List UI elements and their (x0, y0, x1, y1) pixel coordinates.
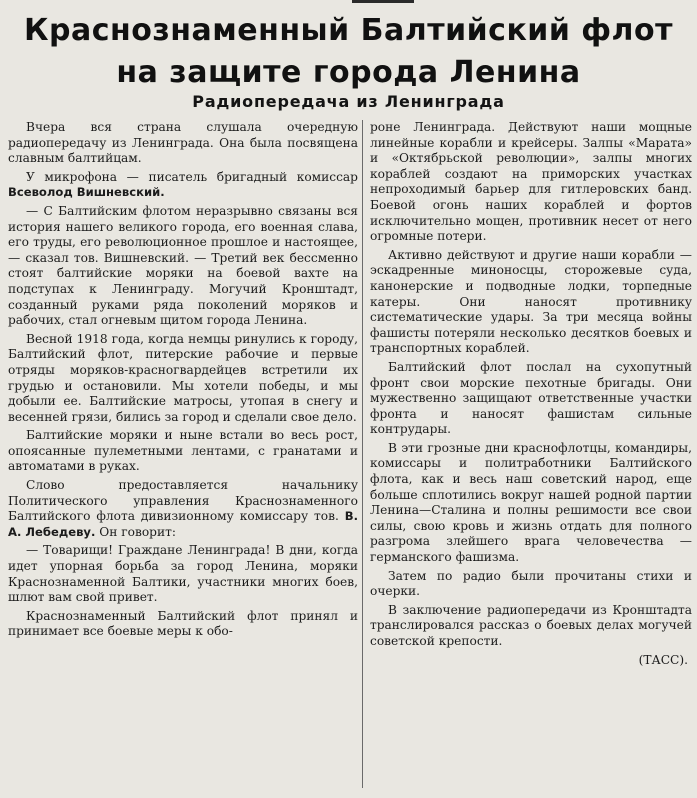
paragraph: Балтийские моряки и ныне встали во весь рост, опоясанные пулеметными лентами, с гранатами и автоматами в руках. (8, 428, 358, 474)
paragraph: В эти грозные дни краснофлотцы, командиры, комиссары и политработники Балтийского флота, как и весь наш советский народ, еще больше сплотились вокруг нашей родной партии Ленина—Сталина и полны решимости все свои силы, свою кровь и жизнь отдать для полного разгрома злейшего врага человечества — германского фашизма. (370, 440, 692, 565)
paragraph-text: Слово предоставляется начальнику Политического управления Краснознаменного Балтийского флота дивизионному комиссару тов. (8, 478, 358, 524)
top-border (0, 0, 697, 8)
paragraph: — Товарищи! Граждане Ленинграда! В дни, когда идет упорная борьба за город Ленина, моряки Краснознаменной Балтики, участники многих боев, шлют вам свой привет. (8, 543, 358, 605)
paragraph (8, 170, 358, 201)
paragraph: Затем по радио были прочитаны стихи и очерки. (370, 568, 692, 599)
subheadline: Радиопередача из Ленинграда (192, 92, 505, 111)
left-column (8, 120, 358, 643)
paragraph-text: Он говорит: (95, 524, 176, 539)
speaker-name: В. А. Лебедеву. (8, 509, 358, 539)
paragraph: роне Ленинграда. Действуют наши мощные линейные корабли и крейсеры. Залпы «Марата» и «Октябрьской революции», залпы многих кораблей создают на приморских участках непроходимый барьер для гитлеровских банд. Боевой огонь наших кораблей и фортов исключительно мощен, противник несет от него огромные потери. (370, 120, 692, 244)
paragraph (8, 478, 358, 540)
paragraph: Балтийский флот послал на сухопутный фронт свои морские пехотные бригады. Они мужественно защищают ответственные участки фронта и наносят фашистам сильные контрудары. (370, 359, 692, 437)
paragraph: Весной 1918 года, когда немцы ринулись к городу, Балтийский флот, питерские рабочие и первые отряды моряков-красногвардейцев встретили их грудью и остановили. Мы хотели победы, и мы добыли ее. Балтийские матросы, утопая в снегу и весенней грязи, бились за город и сделали свое дело. (8, 331, 358, 424)
signature: (ТАСС). (638, 652, 688, 667)
paragraph: Краснознаменный Балтийский флот принял и принимает все боевые меры к обо- (8, 608, 358, 639)
paragraph: Вчера вся страна слушала очередную радиопередачу из Ленинграда. Она была посвящена славным балтийцам. (8, 120, 358, 166)
right-column (370, 120, 692, 668)
paragraph-text: У микрофона — писатель бригадный комиссар (26, 169, 358, 184)
author-name: Всеволод Вишневский. (8, 185, 165, 200)
paragraph: В заключение радиопередачи из Кронштадта транслировался рассказ о боевых делах могучей советской крепости. (370, 602, 692, 648)
headline (0, 10, 697, 94)
top-rule-mark (352, 0, 414, 3)
column-divider (362, 120, 363, 788)
paragraph: — С Балтийским флотом неразрывно связаны вся история нашего великого города, его военная слава, его труды, его революционное прошлое и настоящее, — сказал тов. Вишневский. — Третий век бессменно стоят балтийские моряки на боевой вахте на подступах к Ленинграду. Могучий Кронштадт, созданный руками ряда поколений моряков и рабочих, стал огневым щитом города Ленина. (8, 203, 358, 328)
headline-line-1: Краснознаменный Балтийский флот (23, 13, 674, 48)
paragraph: Активно действуют и другие наши корабли — эскадренные миноносцы, сторожевые суда, канонерские и подводные лодки, торпедные катеры. Они наносят противнику систематические удары. За три месяца войны фашисты потеряли несколько десятков боевых и транспортных кораблей. (370, 247, 692, 356)
headline-line-2: на защите города Ленина (116, 55, 581, 90)
